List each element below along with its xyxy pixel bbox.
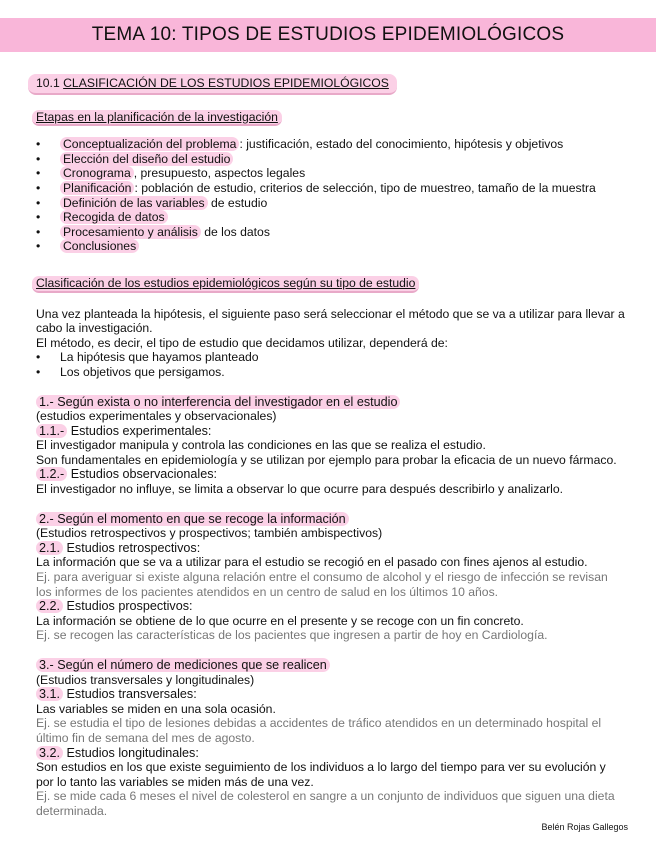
stage-key: Definición de las variables	[60, 196, 208, 210]
classification-heading: Clasificación de los estudios epidemiológicos según su tipo de estudio	[32, 276, 419, 293]
block2-heading: 2.- Según el momento en que se recoge la información	[36, 512, 349, 526]
block1-2-number: 1.2.-	[36, 467, 67, 481]
block2-1-text: La información que se va a utilizar para el estudio se recogió en el pasado con fines ajenos al estudio.	[36, 555, 588, 570]
block3-2-number: 3.2.	[36, 746, 63, 760]
block1-2-title: Estudios observacionales:	[67, 467, 218, 482]
stage-item	[36, 152, 626, 167]
title-bar	[0, 18, 656, 52]
stage-item	[36, 210, 626, 225]
stage-key: Procesamiento y análisis	[60, 225, 201, 239]
block3-1-title: Estudios transversales:	[63, 687, 197, 702]
list-item: • Los objetivos que persigamos.	[36, 365, 626, 380]
block3-2-title: Estudios longitudinales:	[63, 745, 199, 760]
stage-item	[36, 181, 626, 196]
page-title: TEMA 10: TIPOS DE ESTUDIOS EPIDEMIOLÓGICOS	[91, 24, 565, 45]
block1-1-number: 1.1.-	[36, 424, 67, 438]
section-number: 10.1	[36, 76, 60, 90]
stage-key: Recogida de datos	[60, 210, 168, 224]
block2-1-example: Ej. para averiguar si existe alguna relación entre el consumo de alcohol y el riesgo de infección se revisan los informes de los pacientes atendidos en un centro de salud en los últimos 10 años.	[36, 570, 608, 599]
block3-2-example: Ej. se mide cada 6 meses el nivel de colesterol en sangre a un conjunto de individuos que siguen una dieta determinada.	[36, 789, 615, 818]
block3-subtitle: (Estudios transversales y longitudinales)	[36, 672, 255, 687]
stage-detail: , presupuesto, aspectos legales	[133, 166, 306, 181]
block3-1-example: Ej. se estudia el tipo de lesiones debidas a accidentes de tráfico atendidos en un determinado hospital el último fin de semana del mes de agosto.	[36, 716, 602, 745]
block2-2-number: 2.2.	[36, 599, 63, 613]
block3-1-number: 3.1.	[36, 687, 63, 701]
stage-item	[36, 137, 626, 152]
block1-subtitle: (estudios experimentales y observacionales)	[36, 409, 277, 424]
author-signature: Belén Rojas Gallegos	[541, 822, 628, 832]
section-title: CLASIFICACIÓN DE LOS ESTUDIOS EPIDEMIOLÓGICOS	[63, 76, 389, 90]
block2-subtitle: (Estudios retrospectivos y prospectivos; también ambispectivos)	[36, 526, 383, 541]
stage-key: Cronograma	[60, 166, 134, 180]
stage-key: Elección del diseño del estudio	[60, 152, 233, 166]
list-item: • La hipótesis que hayamos planteado	[36, 350, 626, 365]
stage-detail: : justificación, estado del conocimiento, hipótesis y objetivos	[239, 137, 564, 152]
block3-heading: 3.- Según el número de mediciones que se realicen	[36, 658, 330, 672]
stage-item	[36, 225, 626, 240]
intro-paragraph-2: El método, es decir, el tipo de estudio que decidamos utilizar, dependerá de:	[36, 335, 448, 350]
document-body	[36, 74, 626, 819]
section-heading	[28, 74, 397, 95]
block1-1-title: Estudios experimentales:	[67, 423, 212, 438]
stage-detail: de estudio	[207, 195, 268, 210]
block1-1-text-b: Son fundamentales en epidemiología y se utilizan por ejemplo para probar la eficacia de un nuevo fármaco.	[36, 452, 617, 467]
block3-1-text: Las variables se miden en una sola ocasión.	[36, 701, 276, 716]
block1-heading: 1.- Según exista o no interferencia del investigador en el estudio	[36, 395, 400, 409]
stage-item	[36, 239, 626, 254]
stage-key: Conceptualización del problema	[60, 137, 239, 151]
criteria-list	[36, 350, 626, 379]
block3-2-text: Son estudios en los que existe seguimiento de los individuos a lo largo del tiempo para ver su evolución y por lo tanto las variables se miden más de una vez.	[36, 760, 606, 789]
intro-paragraph-1: Una vez planteada la hipótesis, el siguiente paso será seleccionar el método que se va a utilizar para llevar a cabo la investigación.	[36, 306, 625, 336]
block2-2-title: Estudios prospectivos:	[63, 599, 193, 614]
stages-heading: Etapas en la planificación de la investigación	[32, 110, 282, 127]
stages-list	[36, 137, 626, 254]
block2-2-example: Ej. se recogen las características de los pacientes que ingresen a partir de hoy en Cardiología.	[36, 628, 548, 643]
block1-1-text-a: El investigador manipula y controla las condiciones en las que se realiza el estudio.	[36, 438, 486, 453]
block2-1-title: Estudios retrospectivos:	[63, 540, 201, 555]
stage-key: Planificación	[60, 181, 134, 195]
stage-item	[36, 196, 626, 211]
stage-key: Conclusiones	[60, 239, 139, 253]
stage-detail: de los datos	[200, 224, 270, 239]
stage-item	[36, 166, 626, 181]
block2-1-number: 2.1.	[36, 541, 63, 555]
block2-2-text: La información se obtiene de lo que ocurre en el presente y se recoge con un fin concreto.	[36, 613, 524, 628]
block1-2-text: El investigador no influye, se limita a observar lo que ocurre para después describirlo y analizarlo.	[36, 482, 564, 497]
stage-detail: : población de estudio, criterios de selección, tipo de muestreo, tamaño de la muestra	[134, 180, 596, 195]
